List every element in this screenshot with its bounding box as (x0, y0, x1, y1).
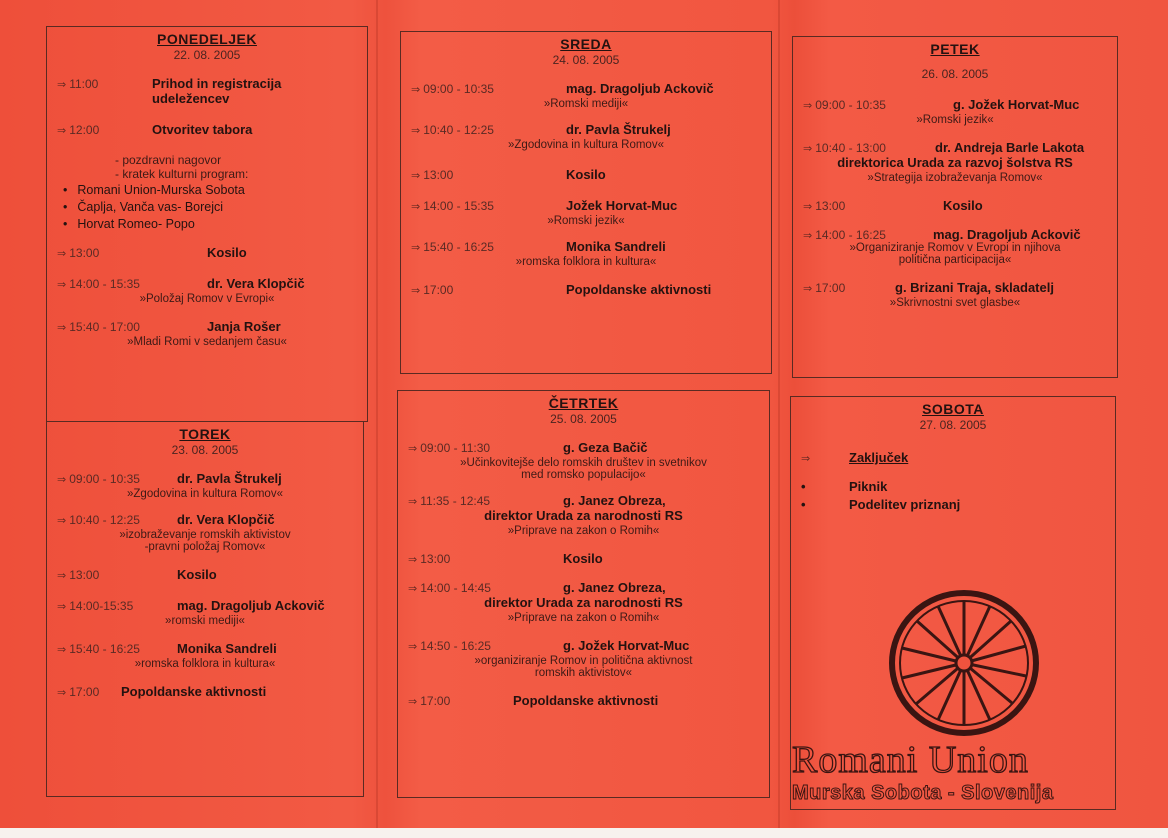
schedule-item: ⇒ 14:00-15:35 mag. Dragoljub Ackovič »romski mediji« (57, 598, 325, 627)
day-title: PETEK (930, 41, 980, 57)
day-title: SREDA (560, 36, 612, 52)
schedule-item: ⇒ 09:00 - 10:35 g. Jožek Horvat-Muc »Romski jezik« (803, 97, 1080, 126)
program-notes: - pozdravni nagovor - kratek kulturni program: • Romani Union-Murska Sobota • Čaplja, Vanča vas- Borejci • Horvat Romeo- Popo (57, 153, 357, 231)
day-title: TOREK (179, 426, 231, 442)
arrow-right-icon: ⇒ (801, 453, 811, 465)
arrow-right-icon: ⇒ (57, 474, 67, 486)
schedule-item: ⇒ 10:40 - 12:25 dr. Vera Klopčič »izobraževanje romskih aktivistov -pravni položaj Romov« (57, 512, 291, 553)
logo-subtitle: Murska Sobota - Slovenija (792, 782, 1054, 804)
schedule-item: ⇒ 17:00 Popoldanske aktivnosti (57, 684, 267, 699)
scan-edge (0, 828, 1168, 838)
friday-panel (792, 36, 1118, 378)
arrow-right-icon: ⇒ (57, 248, 67, 260)
arrow-right-icon: ⇒ (411, 125, 421, 137)
tuesday-panel (46, 421, 364, 797)
arrow-right-icon: ⇒ (408, 696, 418, 708)
arrow-right-icon: ⇒ (408, 641, 418, 653)
arrow-right-icon: ⇒ (57, 644, 67, 656)
arrow-right-icon: ⇒ (803, 283, 813, 295)
day-date: 24. 08. 2005 (552, 53, 620, 67)
day-date: 27. 08. 2005 (919, 418, 987, 432)
schedule-item: ⇒ 14:00 - 14:45 g. Janez Obreza, direktor Urada za narodnosti RS »Priprave na zakon o Romih« (408, 580, 683, 624)
schedule-item: ⇒ 12:00 Otvoritev tabora (57, 122, 253, 137)
schedule-item: ⇒ 15:40 - 17:00 Janja Rošer »Mladi Romi v sedanjem času« (57, 319, 287, 348)
schedule-item: ⇒ 10:40 - 13:00 dr. Andreja Barle Lakota direktorica Urada za razvoj šolstva RS »Strategija izobraževanja Romov« (803, 140, 1085, 184)
wednesday-panel (400, 31, 772, 374)
arrow-right-icon: ⇒ (57, 322, 67, 334)
day-title: SOBOTA (922, 401, 984, 417)
day-date: 22. 08. 2005 (173, 48, 241, 62)
schedule-item: ⇒ 11:35 - 12:45 g. Janez Obreza, direktor Urada za narodnosti RS »Priprave na zakon o Romih« (408, 493, 683, 537)
schedule-item: ⇒ Zaključek (801, 450, 909, 465)
schedule-item: ⇒ 09:00 - 11:30 g. Geza Bačič »Učinkovitejše delo romskih društev in svetnikov med romsko populacijo« (408, 440, 707, 481)
arrow-right-icon: ⇒ (411, 201, 421, 213)
schedule-item: ⇒ 13:00 Kosilo (57, 245, 247, 260)
arrow-right-icon: ⇒ (57, 687, 67, 699)
arrow-right-icon: ⇒ (803, 201, 813, 213)
schedule-item: ⇒ 11:00 Prihod in registracija udeležencev (57, 76, 282, 106)
schedule-item: ⇒ 17:00 Popoldanske aktivnosti (411, 282, 712, 297)
closing-list: • Piknik • Podelitev priznanj (801, 479, 961, 512)
schedule-item: ⇒ 17:00 g. Brizani Traja, skladatelj »Skrivnostni svet glasbe« (803, 280, 1054, 309)
day-date: 23. 08. 2005 (171, 443, 239, 457)
schedule-item: ⇒ 13:00 Kosilo (408, 551, 603, 566)
fold-line (376, 0, 378, 838)
arrow-right-icon: ⇒ (57, 601, 67, 613)
logo-title: Romani Union (792, 739, 1029, 781)
schedule-item: ⇒ 15:40 - 16:25 Monika Sandreli »romska folklora in kultura« (57, 641, 277, 670)
arrow-right-icon: ⇒ (803, 143, 813, 155)
arrow-right-icon: ⇒ (411, 84, 421, 96)
arrow-right-icon: ⇒ (57, 570, 67, 582)
arrow-right-icon: ⇒ (803, 230, 813, 242)
arrow-right-icon: ⇒ (411, 285, 421, 297)
day-title: ČETRTEK (548, 395, 619, 411)
monday-panel (46, 26, 368, 422)
schedule-item: ⇒ 15:40 - 16:25 Monika Sandreli »romska folklora in kultura« (411, 239, 666, 268)
arrow-right-icon: ⇒ (803, 100, 813, 112)
schedule-item: ⇒ 13:00 Kosilo (803, 198, 983, 213)
schedule-item: ⇒ 13:00 Kosilo (411, 167, 606, 182)
thursday-panel (397, 390, 770, 798)
arrow-right-icon: ⇒ (408, 496, 418, 508)
schedule-item: ⇒ 14:50 - 16:25 g. Jožek Horvat-Muc »organiziranje Romov in politična aktivnost romskih aktivistov« (408, 638, 693, 679)
wheel-icon (884, 588, 1044, 738)
arrow-right-icon: ⇒ (408, 583, 418, 595)
arrow-right-icon: ⇒ (57, 125, 67, 137)
arrow-right-icon: ⇒ (411, 242, 421, 254)
schedule-item: ⇒ 14:00 - 15:35 Jožek Horvat-Muc »Romski jezik« (411, 198, 678, 227)
arrow-right-icon: ⇒ (408, 554, 418, 566)
fold-line (778, 0, 780, 838)
arrow-right-icon: ⇒ (411, 170, 421, 182)
schedule-item: ⇒ 10:40 - 12:25 dr. Pavla Štrukelj »Zgodovina in kultura Romov« (411, 122, 671, 151)
schedule-item: ⇒ 09:00 - 10:35 dr. Pavla Štrukelj »Zgodovina in kultura Romov« (57, 471, 283, 500)
day-date: 25. 08. 2005 (550, 412, 617, 426)
arrow-right-icon: ⇒ (408, 443, 418, 455)
arrow-right-icon: ⇒ (57, 79, 67, 91)
schedule-item: ⇒ 17:00 Popoldanske aktivnosti (408, 693, 659, 708)
schedule-item: ⇒ 14:00 - 15:35 dr. Vera Klopčič »Položaj Romov v Evropi« (57, 276, 305, 305)
arrow-right-icon: ⇒ (57, 515, 67, 527)
schedule-item: ⇒ 14:00 - 16:25 mag. Dragoljub Ackovič »Organiziranje Romov v Evropi in njihova politična participacija« (803, 227, 1081, 266)
day-title: PONEDELJEK (157, 31, 257, 47)
day-date: 26. 08. 2005 (921, 67, 989, 81)
schedule-item: ⇒ 13:00 Kosilo (57, 567, 217, 582)
schedule-item: ⇒ 09:00 - 10:35 mag. Dragoljub Ackovič »Romski mediji« (411, 81, 714, 110)
arrow-right-icon: ⇒ (57, 279, 67, 291)
